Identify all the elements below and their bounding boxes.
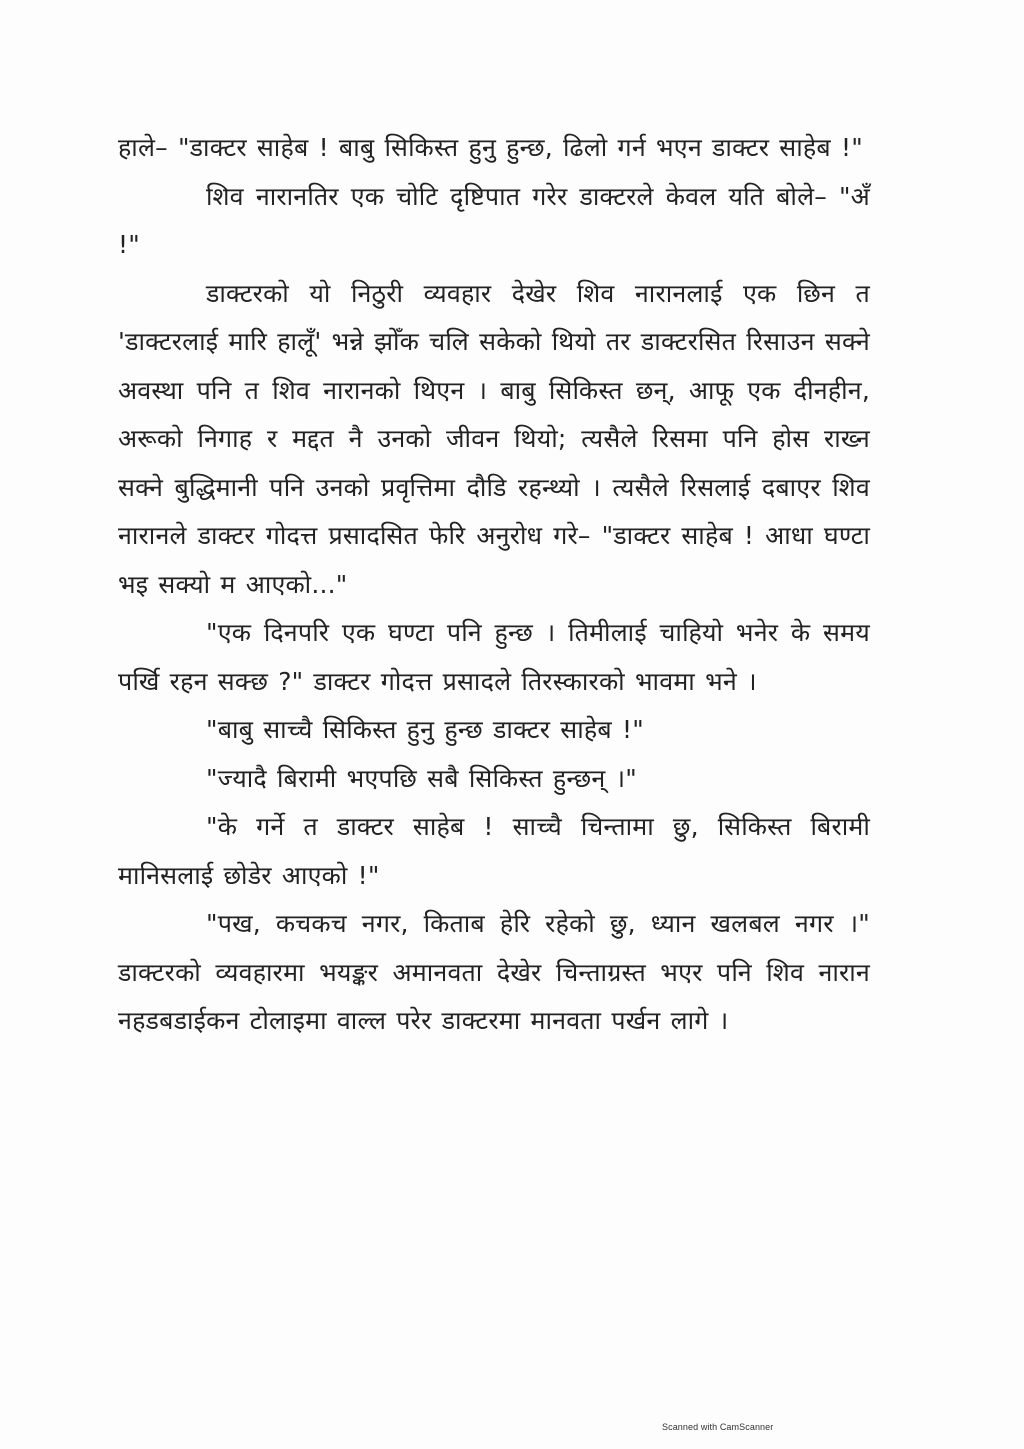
paragraph-8: "पख, कचकच नगर, किताब हेरि रहेको छु, ध्यान खलबल नगर ।" डाक्टरको व्यवहारमा भयङ्कर अमानवता देखेर चिन्ताग्रस्त भएर पनि शिव नारान नहडबडाईकन टोलाइमा वाल्ल परेर डाक्टरमा मानवता पर्खन लागे । [118,909,870,1035]
paragraph-5: "बाबु साच्चै सिकिस्त हुनु हुन्छ डाक्टर साहेब !" [206,715,644,744]
story-text [118,124,870,1046]
paragraph-1: हाले– "डाक्टर साहेब ! बाबु सिकिस्त हुनु हुन्छ, ढिलो गर्न भएन डाक्टर साहेब !" [118,133,863,162]
scanner-watermark: Scanned with CamScanner [662,1422,774,1432]
paragraph-3: डाक्टरको यो निठुरी व्यवहार देखेर शिव नारानलाई एक छिन त 'डाक्टरलाई मारि हालूँ' भन्ने झोँक चलि सकेको थियो तर डाक्टरसित रिसाउन सक्ने अवस्था पनि त शिव नारानको थिएन । बाबु सिकिस्त छन्, आफू एक दीनहीन, अरूको निगाह र मद्दत नै उनको जीवन थियो; त्यसैले रिसमा पनि होस राख्न सक्ने बुद्धिमानी पनि उनको प्रवृत्तिमा दौडि रहन्थ्यो । त्यसैले रिसलाई दबाएर शिव नारानले डाक्टर गोदत्त प्रसादसित फेरि अनुरोध गरे– "डाक्टर साहेब ! आधा घण्टा भइ सक्यो म आएको..." [118,278,870,599]
paragraph-4: "एक दिनपरि एक घण्टा पनि हुन्छ । तिमीलाई चाहियो भनेर के समय पर्खि रहन सक्छ ?" डाक्टर गोदत्त प्रसादले तिरस्कारको भावमा भने । [118,618,870,696]
paragraph-6: "ज्यादै बिरामी भएपछि सबै सिकिस्त हुन्छन् ।" [206,763,638,793]
paragraph-7: "के गर्ने त डाक्टर साहेब ! साच्चै चिन्तामा छु, सिकिस्त बिरामी मानिसलाई छोडेर आएको !" [118,812,870,890]
paragraph-2: शिव नारानतिर एक चोटि दृष्टिपात गरेर डाक्टरले केवल यति बोले– "अँ !" [118,181,870,259]
